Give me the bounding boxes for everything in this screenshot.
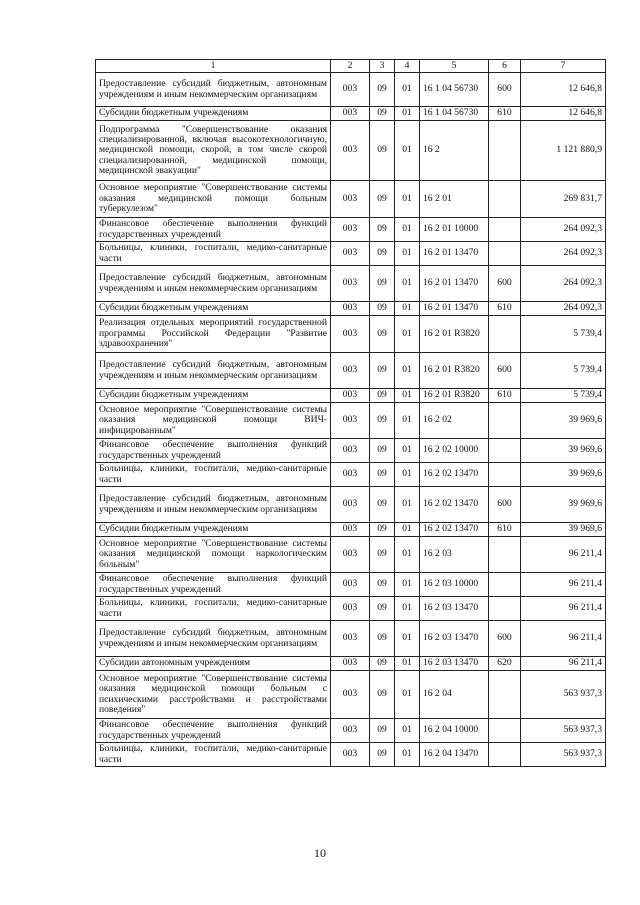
row-name-cell: Финансовое обеспечение выполнения функций государственных учреждений [96, 218, 331, 242]
section-code-cell: 09 [370, 218, 395, 242]
section-code-cell: 09 [370, 316, 395, 353]
row-name-cell: Больницы, клиники, госпитали, медико-санитарные части [96, 597, 331, 621]
amount-cell: 12 646,8 [521, 107, 606, 121]
ministry-code-cell: 003 [331, 719, 370, 743]
target-article-cell: 16 2 04 [420, 671, 489, 719]
expense-type-cell [489, 537, 521, 573]
table-row [96, 181, 606, 218]
ministry-code-cell: 003 [331, 242, 370, 266]
row-name-cell: Субсидии бюджетным учреждениям [96, 523, 331, 537]
expense-type-cell [489, 597, 521, 621]
row-name-cell: Предоставление субсидий бюджетным, автономным учреждениям и иным некоммерческим организациям [96, 73, 331, 107]
ministry-code-cell: 003 [331, 266, 370, 302]
section-code-cell: 09 [370, 389, 395, 403]
ministry-code-cell: 003 [331, 389, 370, 403]
amount-cell: 39 969,6 [521, 403, 606, 439]
ministry-code-cell: 003 [331, 487, 370, 523]
section-code-cell: 09 [370, 743, 395, 767]
expense-type-cell [489, 573, 521, 597]
amount-cell: 264 092,3 [521, 302, 606, 316]
table-row [96, 73, 606, 107]
subsection-code-cell: 01 [395, 242, 420, 266]
row-name-cell: Предоставление субсидий бюджетным, автономным учреждениям и иным некоммерческим организациям [96, 621, 331, 657]
section-code-cell: 09 [370, 302, 395, 316]
target-article-cell: 16 2 01 R3820 [420, 353, 489, 389]
budget-table [95, 59, 606, 767]
section-code-cell: 09 [370, 353, 395, 389]
subsection-code-cell: 01 [395, 73, 420, 107]
expense-type-cell [489, 218, 521, 242]
target-article-cell: 16 2 03 [420, 537, 489, 573]
expense-type-cell [489, 743, 521, 767]
row-name-cell: Основное мероприятие "Совершенствование системы оказания медицинской помощи наркологическим больным" [96, 537, 331, 573]
expense-type-cell [489, 242, 521, 266]
subsection-code-cell: 01 [395, 621, 420, 657]
table-row [96, 403, 606, 439]
subsection-code-cell: 01 [395, 181, 420, 218]
header-row [96, 60, 606, 73]
amount-cell: 5 739,4 [521, 353, 606, 389]
row-name-cell: Субсидии бюджетным учреждениям [96, 107, 331, 121]
amount-cell: 5 739,4 [521, 389, 606, 403]
section-code-cell: 09 [370, 463, 395, 487]
subsection-code-cell: 01 [395, 218, 420, 242]
table-row [96, 743, 606, 767]
expense-type-cell: 610 [489, 389, 521, 403]
section-code-cell: 09 [370, 621, 395, 657]
section-code-cell: 09 [370, 573, 395, 597]
section-code-cell: 09 [370, 181, 395, 218]
row-name-cell: Основное мероприятие "Совершенствование системы оказания медицинской помощи ВИЧ-инфицированным" [96, 403, 331, 439]
table-row [96, 107, 606, 121]
ministry-code-cell: 003 [331, 671, 370, 719]
table-row [96, 121, 606, 181]
expense-type-cell: 620 [489, 657, 521, 671]
target-article-cell: 16 2 01 13470 [420, 302, 489, 316]
amount-cell: 264 092,3 [521, 242, 606, 266]
target-article-cell: 16 2 04 13470 [420, 743, 489, 767]
row-name-cell: Больницы, клиники, госпитали, медико-санитарные части [96, 242, 331, 266]
ministry-code-cell: 003 [331, 181, 370, 218]
subsection-code-cell: 01 [395, 353, 420, 389]
amount-cell: 96 211,4 [521, 657, 606, 671]
target-article-cell: 16 2 01 10000 [420, 218, 489, 242]
subsection-code-cell: 01 [395, 573, 420, 597]
target-article-cell: 16 2 01 R3820 [420, 316, 489, 353]
target-article-cell: 16 2 02 [420, 403, 489, 439]
expense-type-cell: 600 [489, 73, 521, 107]
target-article-cell: 16 1 04 56730 [420, 73, 489, 107]
amount-cell: 96 211,4 [521, 537, 606, 573]
amount-cell: 39 969,6 [521, 487, 606, 523]
subsection-code-cell: 01 [395, 439, 420, 463]
table-row [96, 316, 606, 353]
row-name-cell: Предоставление субсидий бюджетным, автономным учреждениям и иным некоммерческим организациям [96, 353, 331, 389]
subsection-code-cell: 01 [395, 537, 420, 573]
header-cell: 6 [489, 60, 521, 73]
target-article-cell: 16 2 04 10000 [420, 719, 489, 743]
ministry-code-cell: 003 [331, 403, 370, 439]
ministry-code-cell: 003 [331, 107, 370, 121]
subsection-code-cell: 01 [395, 403, 420, 439]
amount-cell: 39 969,6 [521, 463, 606, 487]
header-cell: 2 [331, 60, 370, 73]
target-article-cell: 16 2 03 13470 [420, 621, 489, 657]
subsection-code-cell: 01 [395, 463, 420, 487]
ministry-code-cell: 003 [331, 218, 370, 242]
section-code-cell: 09 [370, 719, 395, 743]
subsection-code-cell: 01 [395, 597, 420, 621]
section-code-cell: 09 [370, 403, 395, 439]
expense-type-cell [489, 121, 521, 181]
target-article-cell: 16 2 03 10000 [420, 573, 489, 597]
row-name-cell: Предоставление субсидий бюджетным, автономным учреждениям и иным некоммерческим организациям [96, 266, 331, 302]
amount-cell: 5 739,4 [521, 316, 606, 353]
table-header [96, 60, 606, 73]
subsection-code-cell: 01 [395, 719, 420, 743]
expense-type-cell [489, 463, 521, 487]
row-name-cell: Субсидии автономным учреждениям [96, 657, 331, 671]
target-article-cell: 16 2 02 13470 [420, 487, 489, 523]
amount-cell: 563 937,3 [521, 719, 606, 743]
amount-cell: 269 831,7 [521, 181, 606, 218]
subsection-code-cell: 01 [395, 389, 420, 403]
expense-type-cell [489, 671, 521, 719]
table-row [96, 537, 606, 573]
target-article-cell: 16 2 02 13470 [420, 463, 489, 487]
target-article-cell: 16 2 01 R3820 [420, 389, 489, 403]
subsection-code-cell: 01 [395, 107, 420, 121]
row-name-cell: Субсидии бюджетным учреждениям [96, 389, 331, 403]
target-article-cell: 16 2 [420, 121, 489, 181]
section-code-cell: 09 [370, 439, 395, 463]
expense-type-cell: 610 [489, 523, 521, 537]
table-row [96, 439, 606, 463]
expense-type-cell: 600 [489, 621, 521, 657]
table-row [96, 621, 606, 657]
target-article-cell: 16 2 03 13470 [420, 597, 489, 621]
expense-type-cell [489, 181, 521, 218]
header-cell: 3 [370, 60, 395, 73]
section-code-cell: 09 [370, 523, 395, 537]
target-article-cell: 16 2 02 13470 [420, 523, 489, 537]
ministry-code-cell: 003 [331, 353, 370, 389]
section-code-cell: 09 [370, 597, 395, 621]
header-cell: 4 [395, 60, 420, 73]
row-name-cell: Финансовое обеспечение выполнения функций государственных учреждений [96, 573, 331, 597]
ministry-code-cell: 003 [331, 316, 370, 353]
ministry-code-cell: 003 [331, 523, 370, 537]
expense-type-cell: 610 [489, 107, 521, 121]
ministry-code-cell: 003 [331, 597, 370, 621]
amount-cell: 39 969,6 [521, 523, 606, 537]
subsection-code-cell: 01 [395, 743, 420, 767]
row-name-cell: Основное мероприятие "Совершенствование системы оказания медицинской помощи больным туберкулезом" [96, 181, 331, 218]
section-code-cell: 09 [370, 266, 395, 302]
table-row [96, 657, 606, 671]
row-name-cell: Предоставление субсидий бюджетным, автономным учреждениям и иным некоммерческим организациям [96, 487, 331, 523]
target-article-cell: 16 1 04 56730 [420, 107, 489, 121]
table-row [96, 242, 606, 266]
subsection-code-cell: 01 [395, 523, 420, 537]
target-article-cell: 16 2 01 13470 [420, 242, 489, 266]
ministry-code-cell: 003 [331, 743, 370, 767]
amount-cell: 264 092,3 [521, 266, 606, 302]
table-row [96, 719, 606, 743]
ministry-code-cell: 003 [331, 463, 370, 487]
target-article-cell: 16 2 03 13470 [420, 657, 489, 671]
section-code-cell: 09 [370, 107, 395, 121]
row-name-cell: Больницы, клиники, госпитали, медико-санитарные части [96, 463, 331, 487]
subsection-code-cell: 01 [395, 316, 420, 353]
ministry-code-cell: 003 [331, 73, 370, 107]
row-name-cell: Финансовое обеспечение выполнения функций государственных учреждений [96, 439, 331, 463]
target-article-cell: 16 2 01 13470 [420, 266, 489, 302]
amount-cell: 563 937,3 [521, 671, 606, 719]
section-code-cell: 09 [370, 121, 395, 181]
amount-cell: 96 211,4 [521, 597, 606, 621]
ministry-code-cell: 003 [331, 537, 370, 573]
table-row [96, 671, 606, 719]
amount-cell: 12 646,8 [521, 73, 606, 107]
expense-type-cell [489, 403, 521, 439]
header-cell: 1 [96, 60, 331, 73]
subsection-code-cell: 01 [395, 671, 420, 719]
expense-type-cell [489, 719, 521, 743]
table-row [96, 463, 606, 487]
subsection-code-cell: 01 [395, 302, 420, 316]
expense-type-cell [489, 439, 521, 463]
table-body [96, 73, 606, 767]
ministry-code-cell: 003 [331, 121, 370, 181]
table-row [96, 523, 606, 537]
section-code-cell: 09 [370, 657, 395, 671]
subsection-code-cell: 01 [395, 487, 420, 523]
row-name-cell: Подпрограмма "Совершенствование оказания специализированной, включая высокотехнологичную, медицинской помощи, скорой, в том числе скорой специализированной, медицинской помощи, медицинской эвакуации" [96, 121, 331, 181]
expense-type-cell: 600 [489, 487, 521, 523]
header-cell: 5 [420, 60, 489, 73]
expense-type-cell: 610 [489, 302, 521, 316]
table-row [96, 389, 606, 403]
expense-type-cell: 600 [489, 266, 521, 302]
subsection-code-cell: 01 [395, 657, 420, 671]
ministry-code-cell: 003 [331, 657, 370, 671]
table-row [96, 218, 606, 242]
target-article-cell: 16 2 02 10000 [420, 439, 489, 463]
amount-cell: 264 092,3 [521, 218, 606, 242]
table-row [96, 573, 606, 597]
expense-type-cell: 600 [489, 353, 521, 389]
section-code-cell: 09 [370, 242, 395, 266]
row-name-cell: Финансовое обеспечение выполнения функций государственных учреждений [96, 719, 331, 743]
amount-cell: 39 969,6 [521, 439, 606, 463]
table-row [96, 487, 606, 523]
row-name-cell: Субсидии бюджетным учреждениям [96, 302, 331, 316]
page-number: 10 [314, 846, 326, 860]
amount-cell: 563 937,3 [521, 743, 606, 767]
row-name-cell: Основное мероприятие "Совершенствование системы оказания медицинской помощи больным с психическими расстройствами и расстройствами поведения" [96, 671, 331, 719]
table-row [96, 597, 606, 621]
expense-type-cell [489, 316, 521, 353]
ministry-code-cell: 003 [331, 439, 370, 463]
ministry-code-cell: 003 [331, 302, 370, 316]
section-code-cell: 09 [370, 537, 395, 573]
section-code-cell: 09 [370, 487, 395, 523]
table-row [96, 302, 606, 316]
table-row [96, 266, 606, 302]
target-article-cell: 16 2 01 [420, 181, 489, 218]
ministry-code-cell: 003 [331, 621, 370, 657]
table-row [96, 353, 606, 389]
amount-cell: 96 211,4 [521, 573, 606, 597]
row-name-cell: Реализация отдельных мероприятий государственной программы Российской Федерации "Развитие здравоохранения" [96, 316, 331, 353]
section-code-cell: 09 [370, 671, 395, 719]
amount-cell: 1 121 880,9 [521, 121, 606, 181]
subsection-code-cell: 01 [395, 266, 420, 302]
ministry-code-cell: 003 [331, 573, 370, 597]
header-cell: 7 [521, 60, 606, 73]
subsection-code-cell: 01 [395, 121, 420, 181]
section-code-cell: 09 [370, 73, 395, 107]
amount-cell: 96 211,4 [521, 621, 606, 657]
row-name-cell: Больницы, клиники, госпитали, медико-санитарные части [96, 743, 331, 767]
